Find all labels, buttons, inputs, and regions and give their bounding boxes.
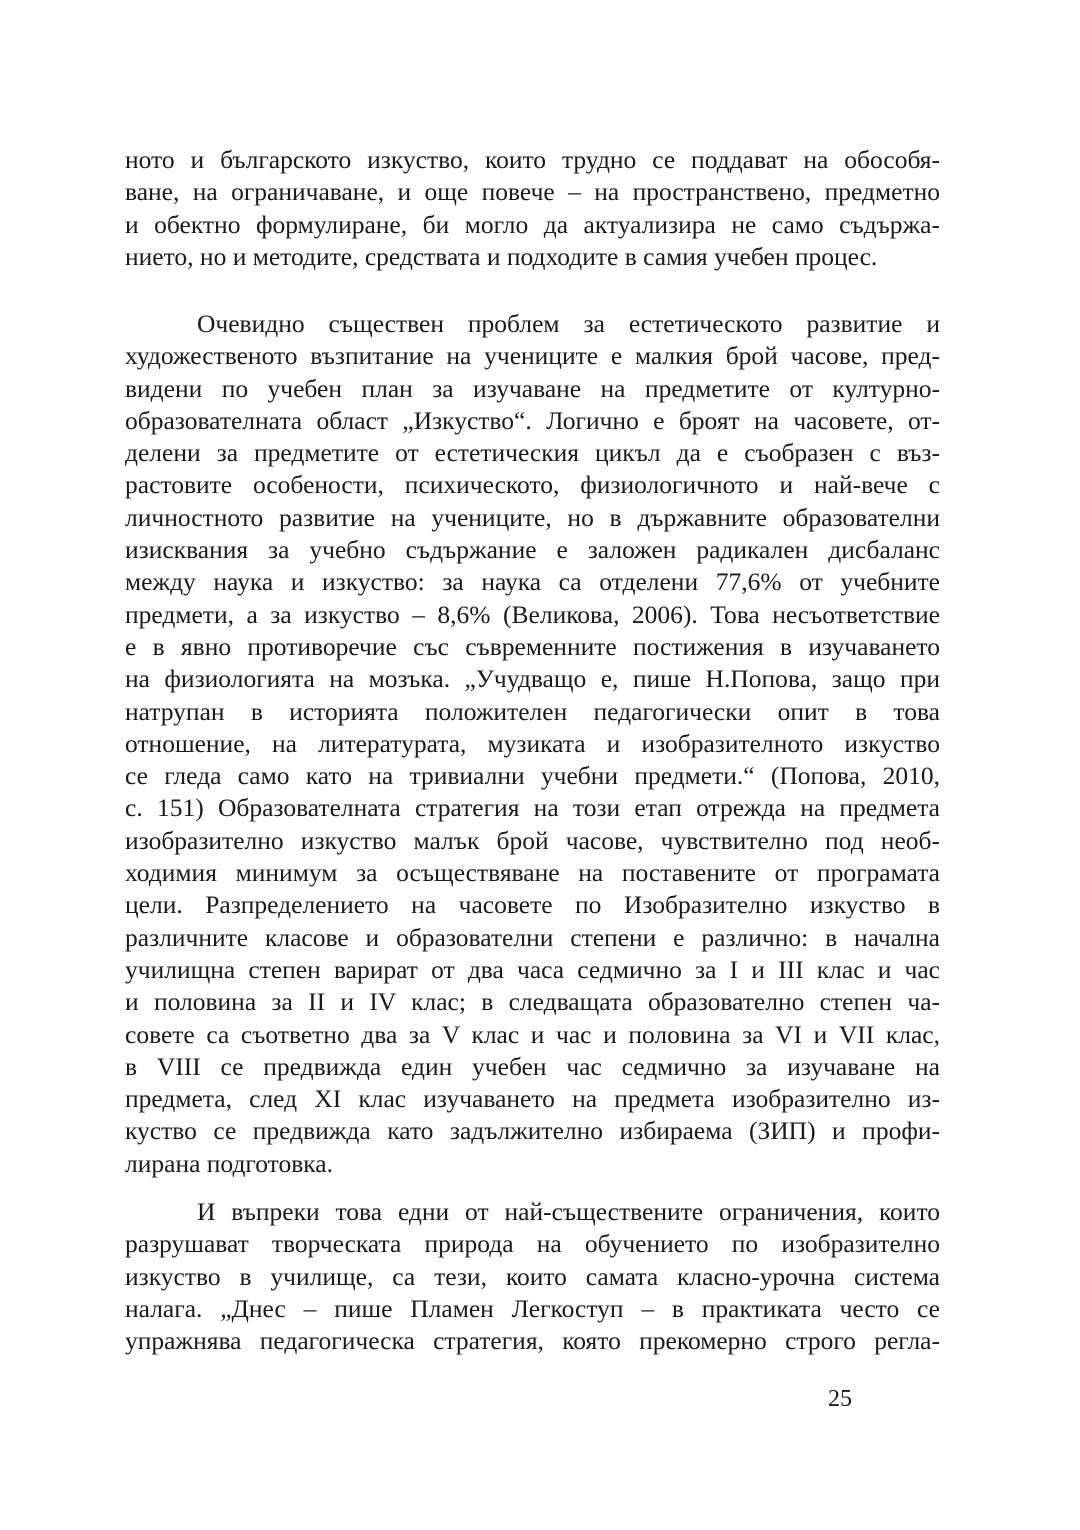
- text-line: се гледа само като на тривиални учебни предмети.“ (Попова, 2010,: [125, 761, 940, 791]
- paragraph-2: [125, 308, 940, 1180]
- text-line: Очевидно съществен проблем за естетическото развитие и: [197, 309, 940, 338]
- paragraph-3: [125, 1196, 940, 1357]
- text-line: разрушават творческата природа на обучението по изобразително: [125, 1229, 940, 1259]
- text-line: ното и българското изкуство, които трудно се поддават на обособя-: [125, 145, 940, 174]
- text-line: лирана подготовка.: [125, 1148, 333, 1178]
- text-line: И въпреки това едни от най-съществените ограничения, които: [197, 1197, 940, 1226]
- text-line: художественото възпитание на учениците е малкия брой часове, пред-: [125, 341, 940, 371]
- text-line: натрупан в историята положителен педагогически опит в това: [125, 696, 940, 726]
- text-line: е в явно противоречие със съвременните постижения в изучаването: [125, 631, 940, 661]
- text-line: изкуство в училище, са тези, които самата класно-урочна система: [125, 1261, 940, 1291]
- text-line: цели. Разпределението на часовете по Изобразително изкуство в: [125, 890, 940, 920]
- text-line: ване, на ограничаване, и още повече – на пространствено, предметно: [125, 177, 940, 207]
- text-line: и половина за II и IV клас; в следващата образователно степен ча-: [125, 987, 940, 1017]
- text-line: упражнява педагогическа стратегия, която прекомерно строго регла-: [125, 1326, 940, 1356]
- text-line: в VIII се предвижда един учебен час седмично за изучаване на: [125, 1051, 940, 1081]
- text-line: личностното развитие на учениците, но в държавните образователни: [125, 502, 940, 532]
- text-line: делени за предметите от естетическия цикъл да е съобразен с въз-: [125, 438, 940, 468]
- text-line: налага. „Днес – пише Пламен Легкоступ – в практиката често се: [125, 1293, 940, 1323]
- text-line: нието, но и методите, средствата и подходите в самия учебен процес.: [125, 241, 878, 271]
- text-line: образователната област „Изкуство“. Логично е броят на часовете, от-: [125, 405, 940, 435]
- text-line: куство се предвижда като задължително избираема (ЗИП) и профи-: [125, 1116, 940, 1146]
- text-line: между наука и изкуство: за наука са отделени 77,6% от учебните: [125, 567, 940, 597]
- text-line: на физиологията на мозъка. „Учудващо е, пише Н.Попова, защо при: [125, 664, 940, 694]
- text-line: предмета, след XI клас изучаването на предмета изобразително из-: [125, 1084, 940, 1114]
- text-line: с. 151) Образователната стратегия на този етап отрежда на предмета: [125, 793, 940, 823]
- text-line: ходимия минимум за осъществяване на поставените от програмата: [125, 858, 940, 888]
- page-number: 25: [828, 1386, 852, 1412]
- text-line: совете са съответно два за V клас и час и половина за VI и VII клас,: [125, 1019, 940, 1049]
- text-line: предмети, а за изкуство – 8,6% (Великова, 2006). Това несъответствие: [125, 599, 940, 629]
- text-line: растовите особености, психическото, физиологичното и най-вече с: [125, 470, 940, 500]
- text-line: различните класове и образователни степени е различно: в начална: [125, 922, 940, 952]
- text-line: изобразително изкуство малък брой часове, чувствително под необ-: [125, 825, 940, 855]
- text-line: училищна степен варират от два часа седмично за I и III клас и час: [125, 954, 940, 984]
- text-line: отношение, на литературата, музиката и изобразителното изкуство: [125, 728, 940, 758]
- text-line: и обектно формулиране, би могло да актуализира не само съдържа-: [125, 209, 940, 239]
- text-line: изисквания за учебно съдържание е заложен радикален дисбаланс: [125, 535, 940, 565]
- text-line: видени по учебен план за изучаване на предметите от културно-: [125, 373, 940, 403]
- paragraph-1: [125, 144, 940, 273]
